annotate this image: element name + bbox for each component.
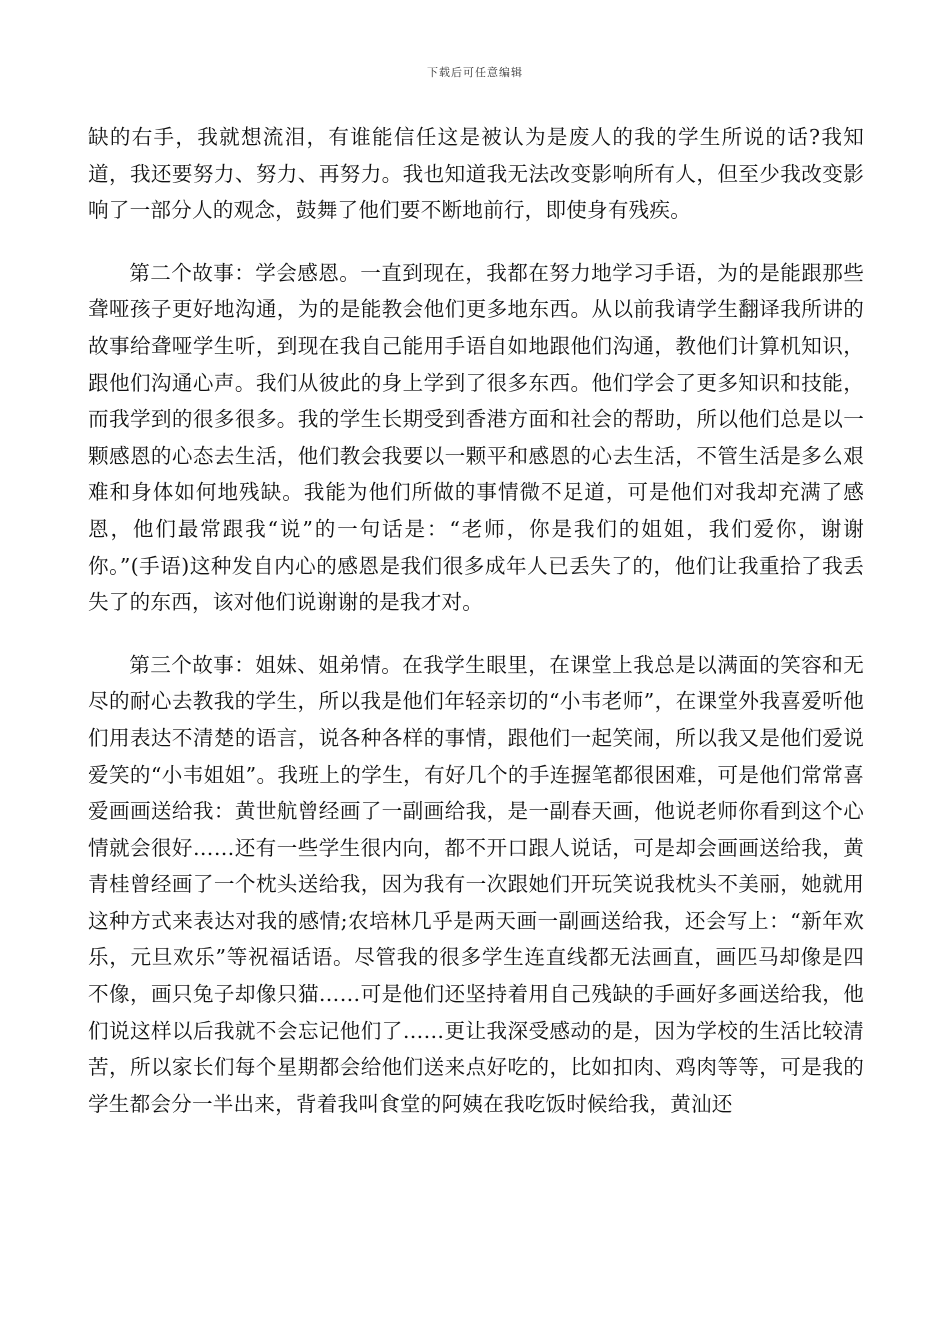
- document-body: [88, 119, 864, 1148]
- paragraph-story-two: 第二个故事：学会感恩。一直到现在，我都在努力地学习手语，为的是能跟那些聋哑孩子更好地沟通，为的是能教会他们更多地东西。从以前我请学生翻译我所讲的故事给聋哑学生听，到现在我自己能用手语自如地跟他们沟通，教他们计算机知识，跟他们沟通心声。我们从彼此的身上学到了很多东西。他们学会了更多知识和技能，而我学到的很多很多。我的学生长期受到香港方面和社会的帮助，所以他们总是以一颗感恩的心态去生活，他们教会我要以一颗平和感恩的心去生活，不管生活是多么艰难和身体如何地残缺。我能为他们所做的事情微不足道，可是他们对我却充满了感恩，他们最常跟我“说”的一句话是：“老师，你是我们的姐姐，我们爱你，谢谢你。”(手语)这种发自内心的感恩是我们很多成年人已丢失了的，他们让我重拾了我丢失了的东西，该对他们说谢谢的是我才对。: [88, 260, 864, 615]
- page-header: 下载后可任意编辑: [427, 66, 523, 79]
- paragraph-continuation: 缺的右手，我就想流泪，有谁能信任这是被认为是废人的我的学生所说的话?我知道，我还要努力、努力、再努力。我也知道我无法改变影响所有人，但至少我改变影响了一部分人的观念，鼓舞了他们要不断地前行，即使身有残疾。: [88, 125, 864, 223]
- paragraph-story-three: 第三个故事：姐妹、姐弟情。在我学生眼里，在课堂上我总是以满面的笑容和无尽的耐心去教我的学生，所以我是他们年轻亲切的“小韦老师”，在课堂外我喜爱听他们用表达不清楚的语言，说各种各样的事情，跟他们一起笑闹，所以我又是他们爱说爱笑的“小韦姐姐”。我班上的学生，有好几个的手连握笔都很困难，可是他们常常喜爱画画送给我：黄世航曾经画了一副画给我，是一副春天画，他说老师你看到这个心情就会很好……还有一些学生很内向，都不开口跟人说话，可是却会画画送给我，黄青桂曾经画了一个枕头送给我，因为我有一次跟她们开玩笑说我枕头不美丽，她就用这种方式来表达对我的感情;农培林几乎是两天画一副画送给我，还会写上：“新年欢乐，元旦欢乐”等祝福话语。尽管我的很多学生连直线都无法画直，画匹马却像是四不像，画只兔子却像只猫……可是他们还坚持着用自己残缺的手画好多画送给我，他们说这样以后我就不会忘记他们了……更让我深受感动的是，因为学校的生活比较清苦，所以家长们每个星期都会给他们送来点好吃的，比如扣肉、鸡肉等等，可是我的学生都会分一半出来，背着我叫食堂的阿姨在我吃饭时候给我，黄汕还: [88, 652, 864, 1116]
